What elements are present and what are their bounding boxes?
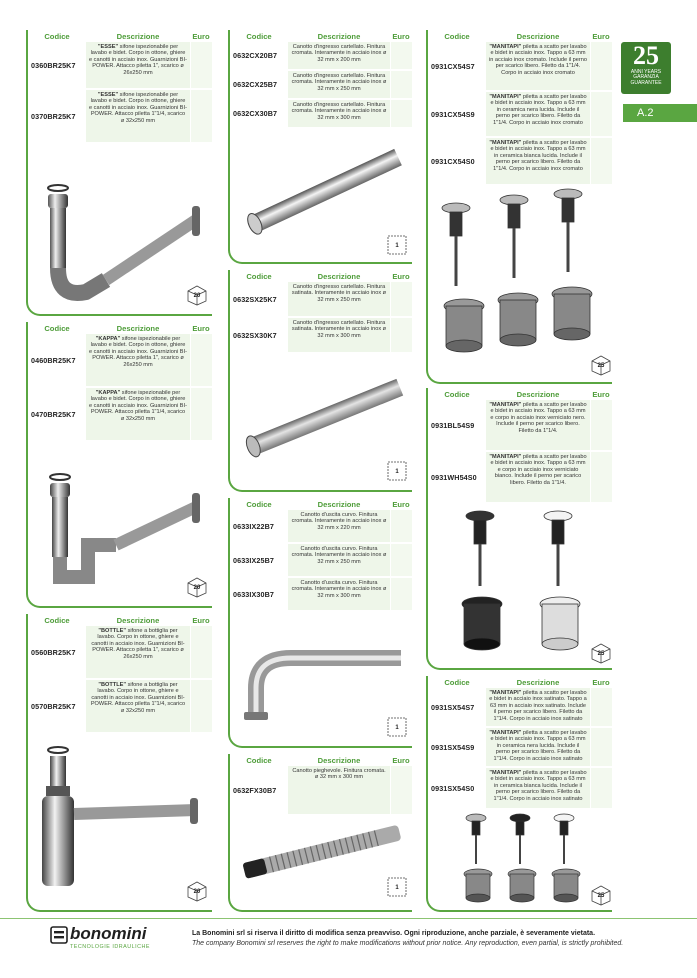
product-desc: "MANITAPI" piletta a scatto per lavabo e bidet in acciaio inox. Tappo a 63 mm in ceramica bianca lucida. Include il perno per scarico libero. Filetto da 1"1/4. Corpo in acciaio inox cromato <box>489 140 587 172</box>
product-code: 0632SX25K7 <box>230 282 288 316</box>
panel-manitapi-chrome <box>426 30 612 384</box>
product-desc: "MANITAPI" piletta a scatto per lavabo e bidet in acciaio inox satinato. Tappo a 63 mm in acciaio inox satinato. Include il perno per scarico libero. Filetto da 1"1/4. Corpo in acciaio inox satinato <box>489 690 587 722</box>
warranty-years: 25 <box>633 41 659 70</box>
product-code: 0570BR25K7 <box>28 680 86 732</box>
product-row <box>28 626 212 678</box>
header-desc: Descrizione <box>317 31 361 41</box>
table-header <box>428 388 612 400</box>
warranty-line3: GUARANTEE <box>630 79 662 86</box>
table-header <box>428 676 612 688</box>
product-code: 0632SX30K7 <box>230 318 288 352</box>
bottle-siphon-image <box>36 742 206 902</box>
product-desc: Canotto d'uscita curvo. Finitura cromata. Interamente in acciaio inox ø 32 mm x 250 mm <box>291 546 387 565</box>
panel-bottle <box>26 614 212 912</box>
product-code: 0370BR25K7 <box>28 90 86 142</box>
product-desc: Canotto d'uscita curvo. Finitura cromata. Interamente in acciaio inox ø 32 mm x 300 mm <box>291 580 387 599</box>
product-code: 0931CX54S0 <box>428 138 486 184</box>
product-desc: "BOTTLE" sifone a bottiglia per lavabo. Corpo in ottone, ghiere e canotti in acciaio inox. Guarnizioni BI-POWER. Attacco piletta 1"1/4, scarico ø 32x250 mm <box>90 682 186 714</box>
product-row <box>428 768 612 808</box>
product-code: 0931SX54S9 <box>428 728 486 766</box>
price-cell <box>390 766 412 814</box>
product-desc: Canotto d'ingresso cartellato. Finitura satinata. Interamente in acciaio inox ø 32 mm x 250 mm <box>291 284 387 303</box>
pack-quantity: 25 <box>597 893 605 899</box>
product-row <box>230 282 412 316</box>
product-row <box>28 42 212 88</box>
header-euro: Euro <box>592 389 610 399</box>
pack-quantity: 1 <box>395 243 399 249</box>
price-cell <box>390 42 412 69</box>
price-cell <box>390 318 412 352</box>
product-desc: "ESSE" sifone ispezionabile per lavabo e bidet. Corpo in ottone, ghiere e canotti in acciaio inox. Guarnizioni BI-POWER. Attacco piletta 1", scarico ø 26x250 mm <box>89 44 187 76</box>
price-cell <box>390 282 412 316</box>
section-tab: A.2 <box>623 104 697 122</box>
product-code: 0633IX25B7 <box>230 544 288 576</box>
product-desc: Canotto d'ingresso cartellato. Finitura cromata. Interamente in acciaio inox ø 32 mm x 200 mm <box>291 44 387 63</box>
pack-quantity-box <box>590 642 612 664</box>
pack-quantity-box <box>386 876 408 898</box>
product-code: 0632CX20B7 <box>230 42 288 69</box>
pack-quantity: 20 <box>193 585 201 591</box>
product-row <box>28 90 212 142</box>
product-row <box>230 100 412 127</box>
product-code: 0632CX25B7 <box>230 71 288 98</box>
price-cell <box>190 90 212 142</box>
panel-esse <box>26 30 212 316</box>
product-row <box>230 42 412 69</box>
table-header <box>230 498 412 510</box>
table-header <box>230 754 412 766</box>
product-row <box>230 578 412 610</box>
footer-disclaimer-it: La Bonomini srl si riserva il diritto di modifica senza preavviso. Ogni riproduzione, anche parziale, è severamente vietata. <box>192 930 596 937</box>
header-code: Codice <box>44 615 70 625</box>
product-row <box>428 452 612 502</box>
header-desc: Descrizione <box>116 31 160 41</box>
product-desc: "MANITAPI" piletta a scatto per lavabo e bidet in acciaio inox. Tappo a 63 mm in ceramica bianca lucida. Include il perno per scarico libero. Filetto da 1"1/4. Corpo in acciaio inox satinato <box>489 770 587 802</box>
price-cell <box>590 400 612 450</box>
header-code: Codice <box>44 323 70 333</box>
pack-quantity-box <box>186 284 208 306</box>
pack-quantity-box <box>386 460 408 482</box>
product-desc: Canotto d'ingresso cartellato. Finitura satinata. Interamente in acciaio inox ø 32 mm x 300 mm <box>291 320 387 339</box>
table-header <box>428 30 612 42</box>
product-row <box>28 388 212 440</box>
panel-flexible <box>228 754 412 912</box>
product-code: 0931CX54S7 <box>428 42 486 90</box>
header-euro: Euro <box>192 615 210 625</box>
header-code: Codice <box>246 31 272 41</box>
pack-quantity: 25 <box>597 363 605 369</box>
product-row <box>428 688 612 726</box>
price-cell <box>190 680 212 732</box>
header-desc: Descrizione <box>317 755 361 765</box>
pack-quantity: 20 <box>193 889 201 895</box>
header-euro: Euro <box>392 31 410 41</box>
product-desc: "MANITAPI" piletta a scatto per lavabo e bidet in acciaio inox. Tappo a 63 mm in ceramica nera lucida. Include il perno per scarico libero. Filetto da 1"1/4. Corpo in acciaio inox cromato <box>489 94 587 126</box>
product-row <box>230 544 412 576</box>
warranty-badge <box>621 42 671 94</box>
header-code: Codice <box>444 389 470 399</box>
price-cell <box>190 388 212 440</box>
product-row <box>428 728 612 766</box>
product-code: 0470BR25K7 <box>28 388 86 440</box>
product-row <box>428 42 612 90</box>
outlet-curved-pipe-image <box>236 638 406 733</box>
product-code: 0633IX22B7 <box>230 510 288 542</box>
product-desc: "ESSE" sifone ispezionabile per lavabo e bidet. Corpo in ottone, ghiere e canotti in acciaio inox. Guarnizioni BI-POWER. Attacco piletta 1"1/4, scarico ø 32x250 mm <box>89 92 187 124</box>
header-euro: Euro <box>192 323 210 333</box>
pack-quantity: 20 <box>193 293 201 299</box>
product-row <box>28 680 212 732</box>
product-code: 0931SX54S7 <box>428 688 486 726</box>
product-code: 0360BR25K7 <box>28 42 86 88</box>
kappa-siphon-image <box>36 467 206 602</box>
panel-kappa <box>26 322 212 608</box>
warranty-line1: ANNI YEARS <box>630 69 662 75</box>
brand-logo <box>50 924 170 958</box>
product-desc: "MANITAPI" piletta a scatto per lavabo e bidet in acciaio inox. Tappo a 63 mm in acciaio inox cromato. Include il perno per scarico libero. Filetto da 1"1/4. Corpo in acciaio inox cromato <box>489 44 587 76</box>
warranty-line2: GARANZIA <box>633 74 659 81</box>
price-cell <box>590 768 612 808</box>
inlet-pipe-satin-image <box>236 374 406 464</box>
product-desc: Canotto d'uscita curvo. Finitura cromata. Interamente in acciaio inox ø 32 mm x 220 mm <box>291 512 387 531</box>
price-cell <box>390 100 412 127</box>
product-desc: Canotto d'ingresso cartellato. Finitura cromata. Interamente in acciaio inox ø 32 mm x 250 mm <box>291 73 387 92</box>
panel-outlet-curved <box>228 498 412 748</box>
product-code: 0931WH54S0 <box>428 452 486 502</box>
product-code: 0460BR25K7 <box>28 334 86 386</box>
inlet-pipe-chrome-image <box>236 148 406 238</box>
product-desc: Canotto pieghevole. Finitura cromata. ø 32 mm x 300 mm <box>292 768 386 781</box>
product-row <box>230 510 412 542</box>
header-desc: Descrizione <box>516 389 560 399</box>
pack-quantity: 25 <box>597 651 605 657</box>
header-desc: Descrizione <box>317 499 361 509</box>
product-code: 0560BR25K7 <box>28 626 86 678</box>
table-header <box>230 270 412 282</box>
product-desc: Canotto d'ingresso cartellato. Finitura cromata. Interamente in acciaio inox ø 32 mm x 300 mm <box>291 102 387 121</box>
brand-tagline: TECNOLOGIE IDRAULICHE <box>70 944 150 950</box>
product-desc: "MANITAPI" piletta a scatto per lavabo e bidet in acciaio inox. Tappo a 63 mm in ceramica nera lucida. Include il perno per scarico libero. Filetto da 1"1/4. Corpo in acciaio inox satinato <box>489 730 587 762</box>
header-euro: Euro <box>592 31 610 41</box>
header-desc: Descrizione <box>116 615 160 625</box>
price-cell <box>390 578 412 610</box>
manitapi-satin-waste-image <box>458 812 588 906</box>
price-cell <box>190 42 212 88</box>
product-desc: "MANITAPI" piletta a scatto per lavabo e bidet in acciaio inox. Tappo a 63 mm e corpo in acciaio inox verniciato nero. Include il perno per scarico libero. Filetto da 1"1/4. <box>489 402 587 434</box>
header-code: Codice <box>246 755 272 765</box>
header-euro: Euro <box>392 755 410 765</box>
table-header <box>28 322 212 334</box>
table-header <box>28 614 212 626</box>
pack-quantity: 1 <box>395 469 399 475</box>
header-code: Codice <box>444 677 470 687</box>
header-code: Codice <box>246 499 272 509</box>
header-euro: Euro <box>592 677 610 687</box>
header-code: Codice <box>444 31 470 41</box>
manitapi-chrome-waste-image <box>434 186 604 381</box>
footer-disclaimer-en: The company Bonomini srl reserves the right to make modifications without prior notice. Any reproduction, even partial, is strictly prohibited. <box>192 940 624 947</box>
pack-quantity-box <box>590 884 612 906</box>
product-code: 0931CX54S9 <box>428 92 486 136</box>
product-row <box>428 92 612 136</box>
product-code: 0633IX30B7 <box>230 578 288 610</box>
pack-quantity: 1 <box>395 885 399 891</box>
header-code: Codice <box>44 31 70 41</box>
pack-quantity-box <box>186 880 208 902</box>
brand-name: bonomini <box>70 924 147 943</box>
price-cell <box>390 71 412 98</box>
product-code: 0931SX54S0 <box>428 768 486 808</box>
product-row <box>230 318 412 352</box>
header-desc: Descrizione <box>317 271 361 281</box>
logo-mark-icon <box>50 926 68 944</box>
pack-quantity-box <box>386 716 408 738</box>
price-cell <box>590 42 612 90</box>
price-cell <box>390 510 412 542</box>
price-cell <box>590 138 612 184</box>
flexible-pipe-image <box>236 822 406 882</box>
pack-quantity: 1 <box>395 725 399 731</box>
esse-siphon-image <box>36 180 206 310</box>
price-cell <box>590 92 612 136</box>
table-header <box>230 30 412 42</box>
product-code: 0632CX30B7 <box>230 100 288 127</box>
pack-quantity-box <box>590 354 612 376</box>
price-cell <box>590 688 612 726</box>
pack-quantity-box <box>186 576 208 598</box>
price-cell <box>190 626 212 678</box>
panel-inlet-satin <box>228 270 412 492</box>
product-code: 0931BL54S9 <box>428 400 486 450</box>
price-cell <box>390 544 412 576</box>
product-row <box>230 71 412 98</box>
product-desc: "KAPPA" sifone ispezionabile per lavabo e bidet. Corpo in ottone, ghiere e canotti in acciaio inox. Guarnizioni BI-POWER. Attacco piletta 1"1/4, scarico ø 32x250 mm <box>89 390 187 422</box>
pack-quantity-box <box>386 234 408 256</box>
product-row <box>230 766 412 814</box>
header-desc: Descrizione <box>516 31 560 41</box>
product-row <box>428 400 612 450</box>
table-header <box>28 30 212 42</box>
product-row <box>28 334 212 386</box>
product-row <box>428 138 612 184</box>
header-desc: Descrizione <box>116 323 160 333</box>
header-euro: Euro <box>192 31 210 41</box>
product-desc: "BOTTLE" sifone a bottiglia per lavabo. Corpo in ottone, ghiere e canotti in acciaio inox. Guarnizioni BI-POWER. Attacco piletta 1", scarico ø 26x250 mm <box>91 628 185 660</box>
header-desc: Descrizione <box>516 677 560 687</box>
price-cell <box>590 728 612 766</box>
footer-divider <box>0 918 697 919</box>
manitapi-black-white-waste-image <box>438 508 608 668</box>
price-cell <box>590 452 612 502</box>
panel-manitapi-painted <box>426 388 612 670</box>
header-euro: Euro <box>392 499 410 509</box>
product-desc: "MANITAPI" piletta a scatto per lavabo e bidet in acciaio inox. Tappo a 63 mm e corpo in acciaio inox verniciato bianco. Include il perno per scarico libero. Filetto da 1"1/4. <box>489 454 587 486</box>
header-euro: Euro <box>392 271 410 281</box>
panel-manitapi-satin <box>426 676 612 912</box>
header-code: Codice <box>246 271 272 281</box>
product-desc: "KAPPA" sifone ispezionabile per lavabo e bidet. Corpo in ottone, ghiere e canotti in acciaio inox. Guarnizioni BI-POWER. Attacco piletta 1", scarico ø 26x250 mm <box>89 336 187 368</box>
product-code: 0632FX30B7 <box>230 766 288 814</box>
panel-inlet-chrome <box>228 30 412 264</box>
price-cell <box>190 334 212 386</box>
